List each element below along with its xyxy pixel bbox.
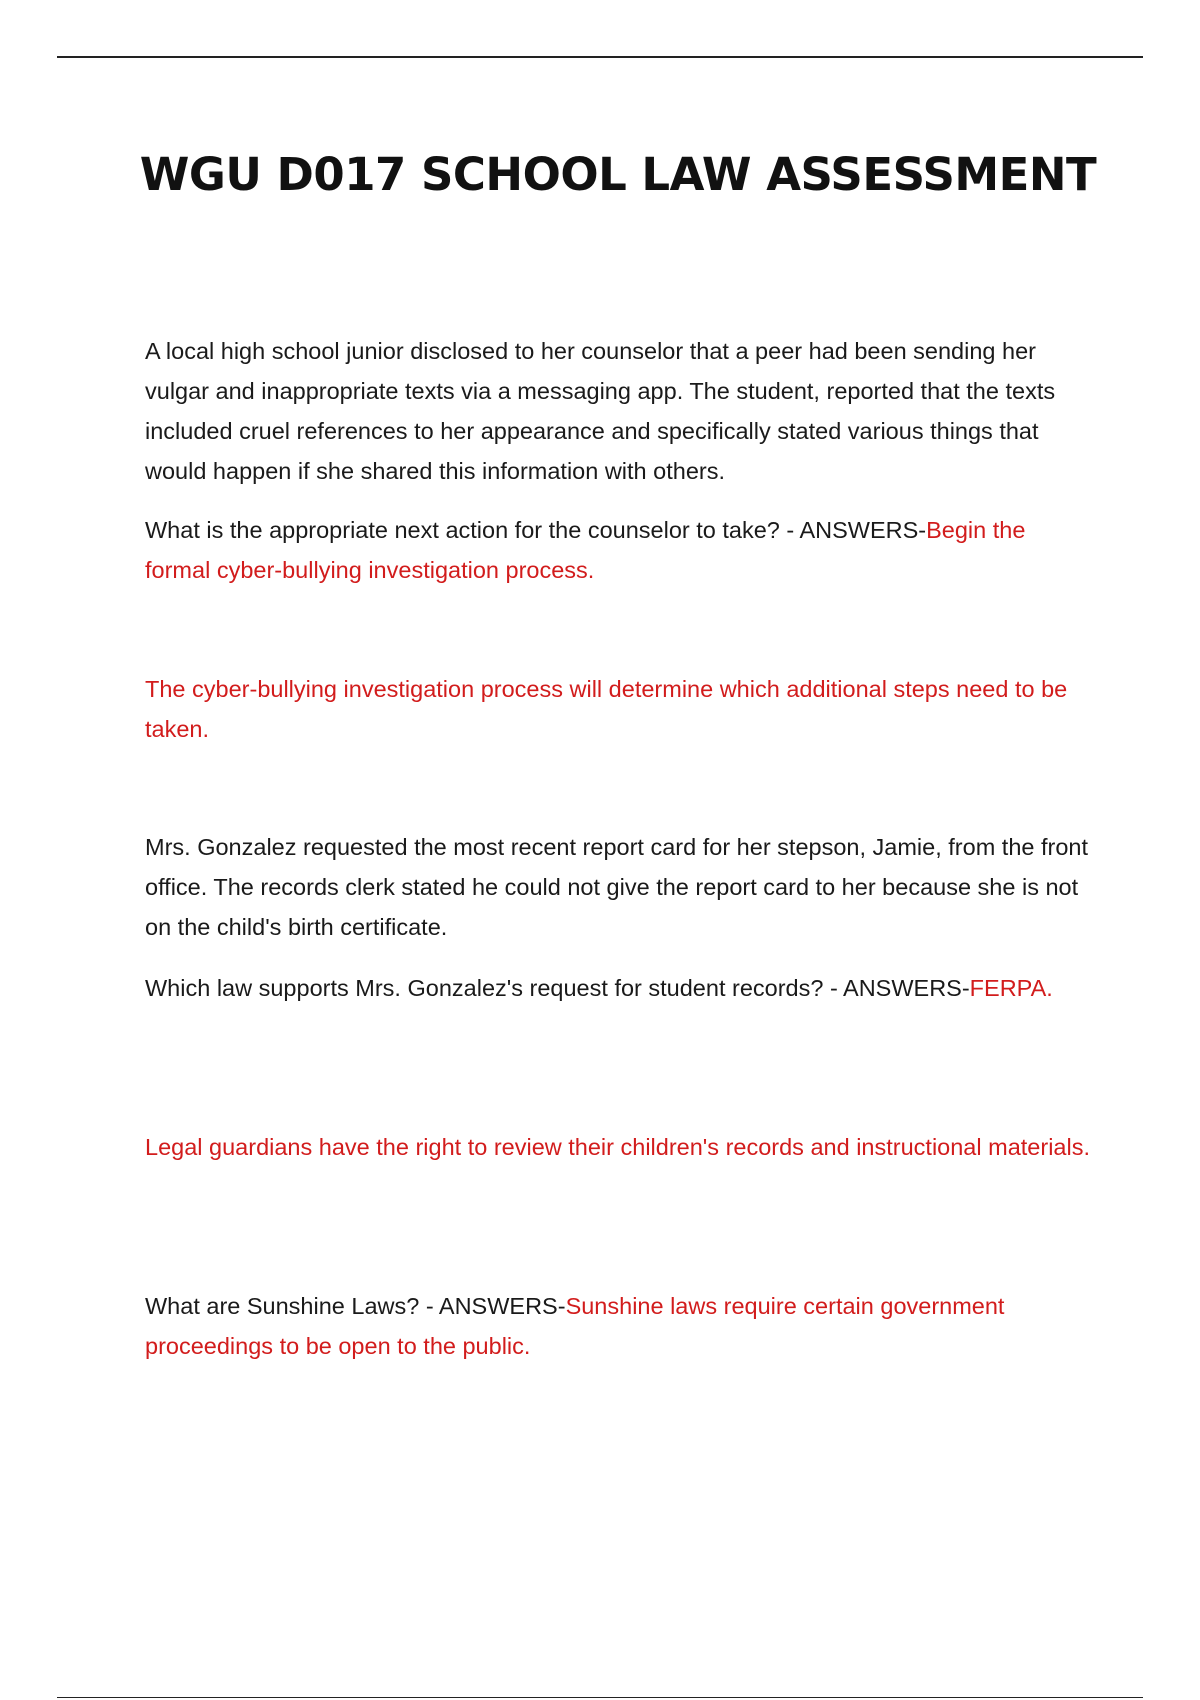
- scenario-1: A local high school junior disclosed to her counselor that a peer had been sending her vulgar and inappropriate texts via a messaging app. The student, reported that the texts included cruel references to her appearance and specifically stated various things that would happen if she shared this information with others.: [145, 338, 1056, 484]
- top-rule: [57, 56, 1143, 58]
- question-1-text: What is the appropriate next action for the counselor to take? - ANSWERS-: [145, 517, 927, 543]
- question-3: [145, 1286, 1095, 1366]
- answer-3-text: Sunshine laws require certain government proceedings to be open to the public.: [145, 1293, 1005, 1359]
- explanation-1: The cyber-bullying investigation process will determine which additional steps need to be taken.: [145, 676, 1068, 742]
- question-2-text: Which law supports Mrs. Gonzalez's request for student records? - ANSWERS-: [145, 975, 970, 1001]
- question-2: [145, 968, 1095, 1008]
- bottom-rule: [57, 1697, 1143, 1698]
- explanation-2: Legal guardians have the right to review their children's records and instructional materials.: [145, 1134, 1090, 1160]
- answer-2-text: FERPA.: [969, 975, 1053, 1001]
- question-1: [145, 510, 1095, 590]
- question-3-text: What are Sunshine Laws? - ANSWERS-: [145, 1293, 566, 1319]
- scenario-2: Mrs. Gonzalez requested the most recent report card for her stepson, Jamie, from the front office. The records clerk stated he could not give the report card to her because she is not on the child's birth certificate.: [145, 834, 1089, 940]
- document-title: WGU D017 SCHOOL LAW ASSESSMENT: [139, 148, 1097, 201]
- answer-1-text: Begin the formal cyber-bullying investigation process.: [145, 517, 1026, 583]
